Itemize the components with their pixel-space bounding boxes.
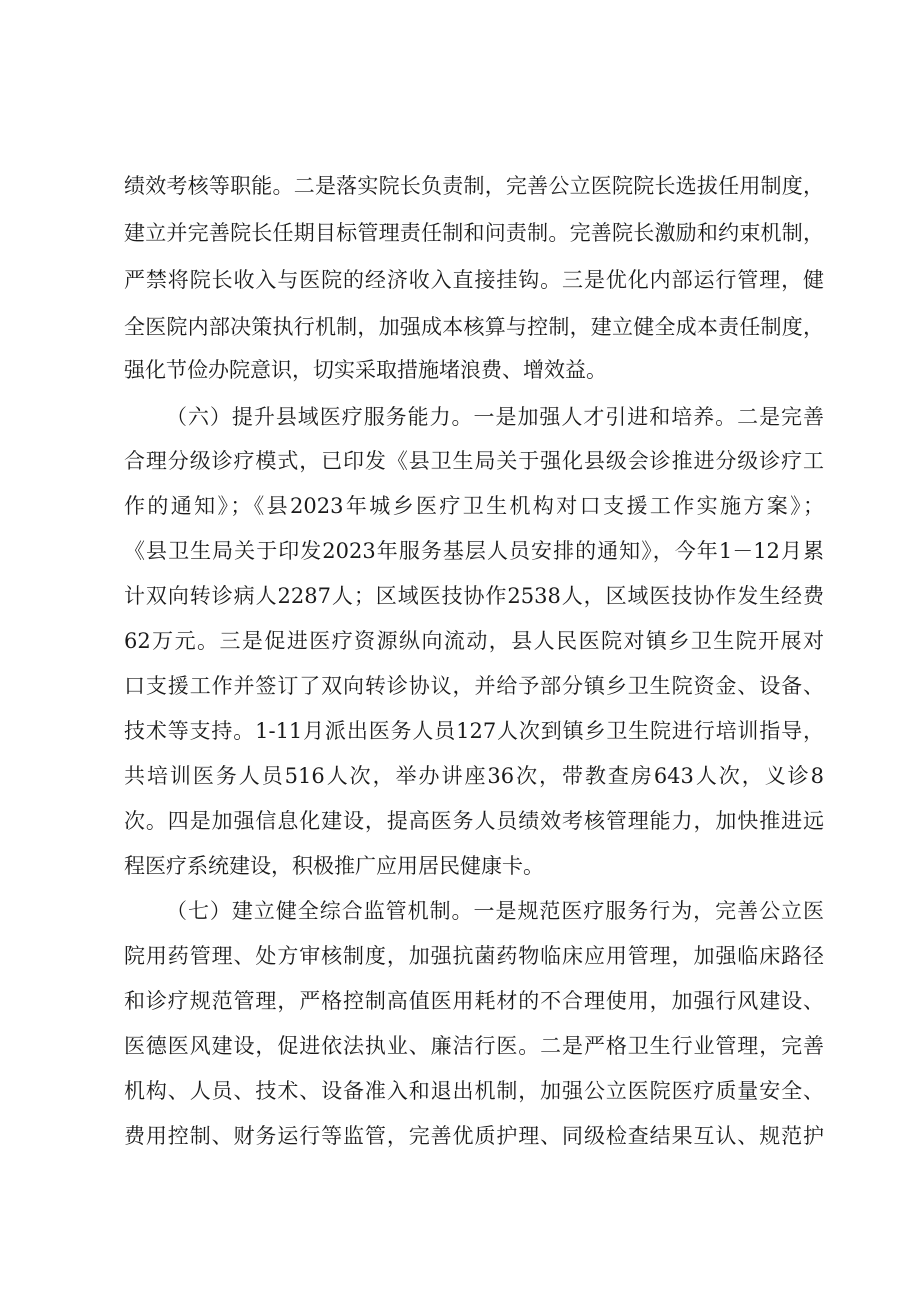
text-line: 《县卫生局关于印发2023年服务基层人员安排的通知》，今年1－12月累 (124, 539, 824, 563)
text-line: 费用控制、财务运行等监管，完善优质护理、同级检查结果互认、规范护 (124, 1124, 824, 1148)
text-line: 作的通知》；《县2023年城乡医疗卫生机构对口支援工作实施方案》； (124, 494, 824, 518)
text-line: 强化节俭办院意识，切实采取措施堵浪费、增效益。 (124, 358, 607, 382)
text-line: 计双向转诊病人2287人；区域医技协作2538人，区域医技协作发生经费 (124, 584, 824, 608)
text-line: 全医院内部决策执行机制，加强成本核算与控制，建立健全成本责任制度， (124, 315, 824, 339)
paragraph-heading-line: （六）提升县域医疗服务能力。一是加强人才引进和培养。二是完善 (166, 405, 824, 429)
text-line: 建立并完善院长任期目标管理责任制和问责制。完善院长激励和约束机制， (124, 221, 824, 245)
text-line: 机构、人员、技术、设备准入和退出机制，加强公立医院医疗质量安全、 (124, 1079, 824, 1103)
text-line: 技术等支持。1-11月派出医务人员127人次到镇乡卫生院进行培训指导， (124, 719, 824, 743)
text-line: 合理分级诊疗模式，已印发《县卫生局关于强化县级会诊推进分级诊疗工 (124, 449, 824, 473)
text-line: 院用药管理、处方审核制度，加强抗菌药物临床应用管理，加强临床路径 (124, 944, 824, 968)
text-line: 程医疗系统建设，积极推广应用居民健康卡。 (124, 854, 544, 878)
text-line: 绩效考核等职能。二是落实院长负责制，完善公立医院院长选拔任用制度， (124, 174, 824, 198)
text-line: 次。四是加强信息化建设，提高医务人员绩效考核管理能力，加快推进远 (124, 809, 824, 833)
text-line: 共培训医务人员516人次，举办讲座36次，带教查房643人次，义诊8 (124, 764, 824, 788)
text-line: 和诊疗规范管理，严格控制高值医用耗材的不合理使用，加强行风建设、 (124, 989, 824, 1013)
text-line: 严禁将院长收入与医院的经济收入直接挂钩。三是优化内部运行管理，健 (124, 268, 824, 292)
text-line: 口支援工作并签订了双向转诊协议，并给予部分镇乡卫生院资金、设备、 (124, 674, 824, 698)
text-line: 医德医风建设，促进依法执业、廉洁行医。二是严格卫生行业管理，完善 (124, 1034, 824, 1058)
paragraph-heading-line: （七）建立健全综合监管机制。一是规范医疗服务行为，完善公立医 (166, 899, 824, 923)
text-line: 62万元。三是促进医疗资源纵向流动，县人民医院对镇乡卫生院开展对 (124, 629, 824, 653)
